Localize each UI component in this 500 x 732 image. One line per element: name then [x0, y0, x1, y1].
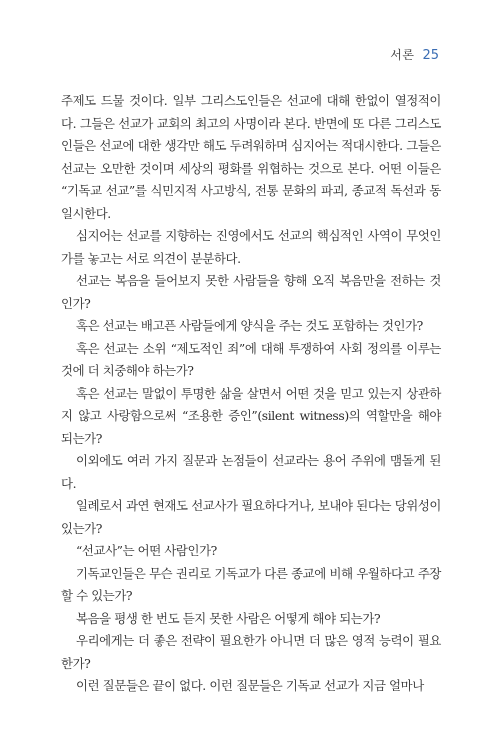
body-text	[61, 90, 441, 698]
page-number: 25	[422, 48, 439, 63]
paragraph: 일례로서 과연 현재도 선교사가 필요하다거나, 보내야 된다는 당위성이 있는가?	[61, 498, 441, 536]
paragraph: 혹은 선교는 말없이 투명한 삶을 살면서 어떤 것을 믿고 있는지 상관하지 않고 사랑함으로써 “조용한 증인”(silent witness)의 역할만을 해야 되는가?	[61, 385, 441, 446]
paragraph: 기독교인들은 무슨 권리로 기독교가 다른 종교에 비해 우월하다고 주장할 수 있는가?	[61, 565, 441, 603]
paragraph: 혹은 선교는 배고픈 사람들에게 양식을 주는 것도 포함하는 것인가?	[76, 318, 423, 333]
running-head	[390, 46, 439, 63]
paragraph: 심지어는 선교를 지향하는 진영에서도 선교의 핵심적인 사역이 무엇인가를 놓고는 서로 의견이 분분하다.	[61, 228, 441, 266]
section-title: 서론	[390, 48, 415, 62]
paragraph: 선교는 복음을 들어보지 못한 사람들을 향해 오직 복음만을 전하는 것인가?	[61, 273, 441, 311]
paragraph: “선교사”는 어떤 사람인가?	[76, 543, 217, 558]
paragraph: 이런 질문들은 끝이 없다. 이런 질문들은 기독교 선교가 지금 얼마나	[76, 678, 424, 693]
paragraph: 주제도 드물 것이다. 일부 그리스도인들은 선교에 대해 한없이 열정적이다. 그들은 선교가 교회의 최고의 사명이라 본다. 반면에 또 다른 그리스도인들은 선교에 대한 생각만 해도 두려워하며 심지어는 적대시한다. 그들은 선교는 오만한 것이며 세상의 평화를 위협하는 것으로 본다. 어떤 이들은 “기독교 선교”를 식민지적 사고방식, 전통 문화의 파괴, 종교적 독선과 동일시한다.	[61, 93, 441, 221]
paragraph: 복음을 평생 한 번도 듣지 못한 사람은 어떻게 해야 되는가?	[76, 610, 381, 626]
paragraph: 혹은 선교는 소위 “제도적인 죄”에 대해 투쟁하여 사회 정의를 이루는 것에 더 치중해야 하는가?	[61, 340, 441, 378]
paragraph: 우리에게는 더 좋은 전략이 필요한가 아니면 더 많은 영적 능력이 필요한가?	[61, 633, 441, 671]
paragraph: 이외에도 여러 가지 질문과 논점들이 선교라는 용어 주위에 맴돌게 된다.	[61, 453, 441, 491]
